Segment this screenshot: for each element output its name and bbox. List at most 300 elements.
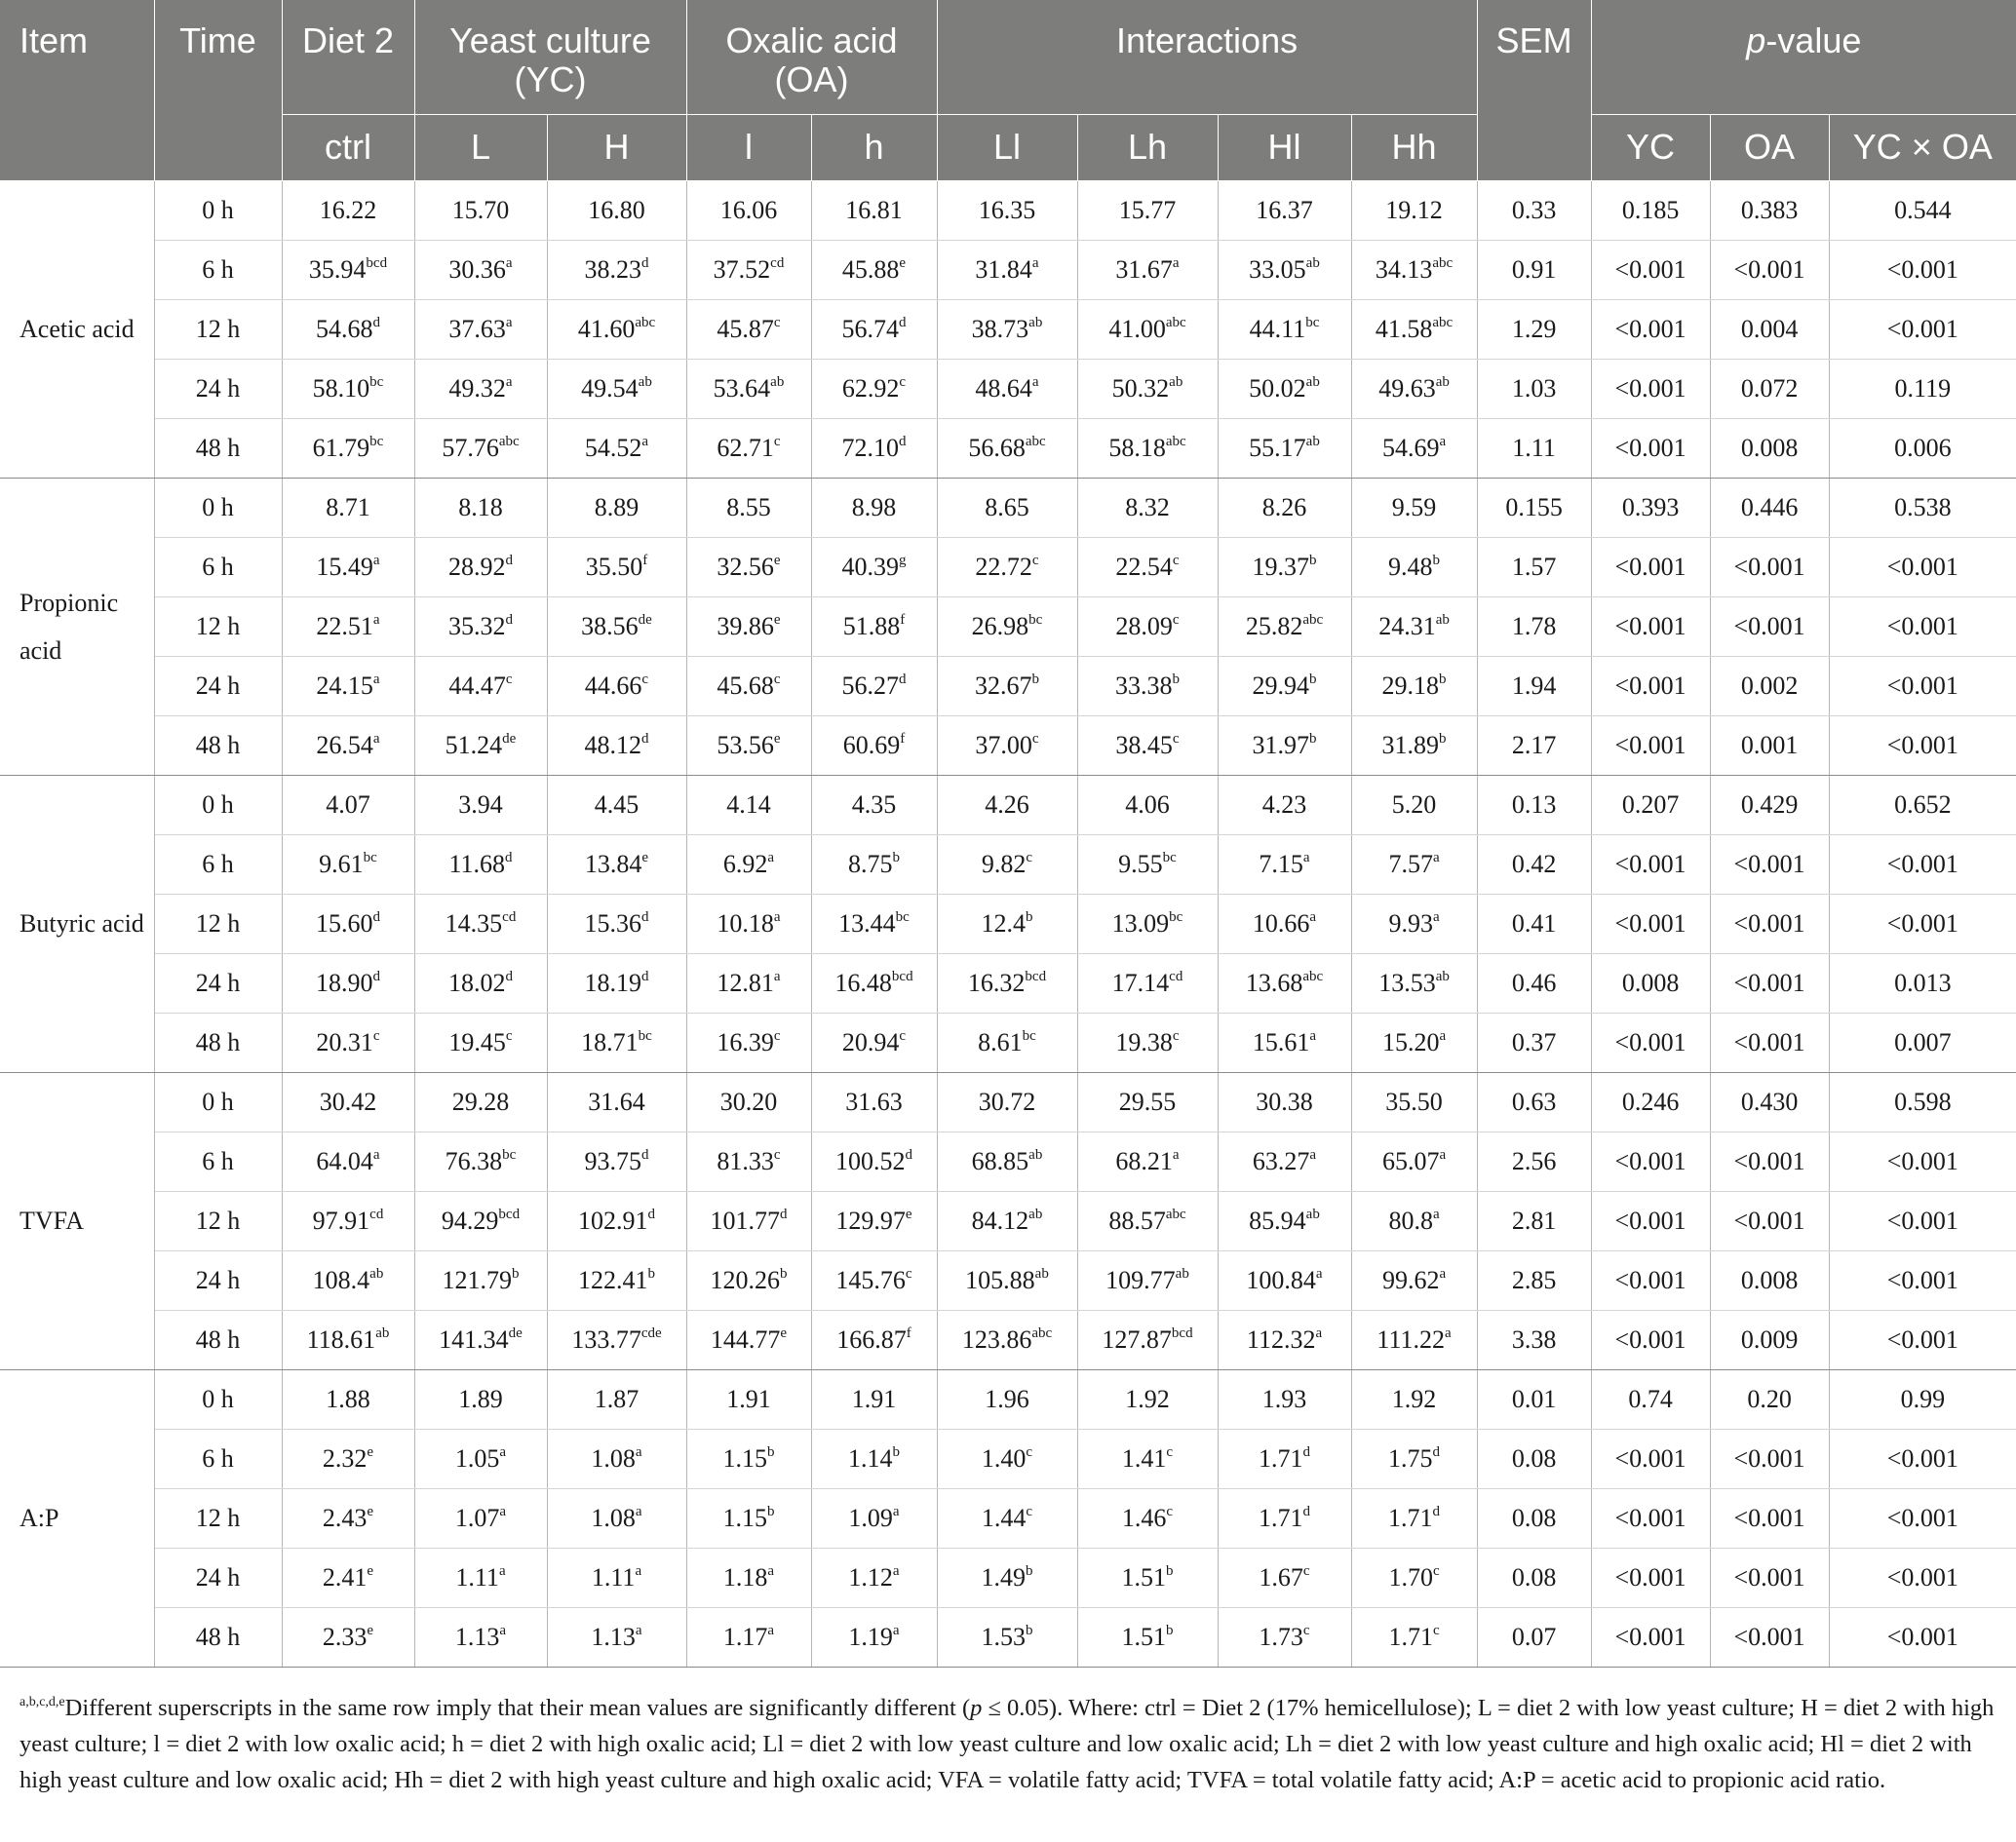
significance-superscript: bc (502, 1146, 517, 1163)
value-number: 1.75 (1388, 1443, 1433, 1473)
value-number: 16.39 (717, 1027, 774, 1056)
value-cell (1351, 299, 1477, 359)
value-cell (686, 1369, 811, 1429)
value-cell (811, 656, 937, 715)
value-number: 8.55 (726, 492, 771, 521)
p-value-cell: 0.544 (1829, 180, 2016, 240)
value-cell (1077, 478, 1218, 537)
value-cell (1218, 894, 1351, 953)
value-number: 112.32 (1246, 1324, 1316, 1354)
value-number: 9.82 (981, 849, 1027, 878)
value-cell (1077, 1132, 1218, 1191)
p-value-cell: <0.001 (1829, 1250, 2016, 1310)
significance-superscript: c (1172, 552, 1180, 568)
significance-superscript: abc (1432, 314, 1454, 330)
value-number: 1.92 (1125, 1384, 1170, 1413)
sem-cell: 0.63 (1477, 1072, 1591, 1132)
value-cell (1077, 715, 1218, 775)
significance-superscript: d (641, 254, 649, 271)
significance-superscript: e (367, 1503, 374, 1519)
significance-superscript: ab (375, 1324, 390, 1341)
value-number: 35.50 (1385, 1087, 1443, 1116)
value-number: 16.81 (845, 195, 903, 224)
value-cell (937, 299, 1077, 359)
significance-superscript: d (505, 611, 513, 628)
p-value-cell: <0.001 (1591, 537, 1710, 596)
significance-superscript: e (905, 1206, 912, 1222)
time-cell: 0 h (154, 1072, 282, 1132)
value-cell (547, 1013, 686, 1072)
value-cell (547, 418, 686, 478)
value-cell (937, 775, 1077, 834)
significance-superscript: b (1166, 1562, 1174, 1579)
value-number: 1.14 (848, 1443, 893, 1473)
value-number: 51.88 (842, 611, 901, 640)
significance-superscript: bcd (498, 1206, 521, 1222)
significance-superscript: bc (1305, 314, 1320, 330)
value-cell (547, 1607, 686, 1667)
value-number: 9.48 (1388, 552, 1433, 581)
significance-superscript: a (892, 1503, 900, 1519)
value-number: 111.22 (1376, 1324, 1445, 1354)
value-number: 56.68 (968, 433, 1026, 462)
value-cell (414, 715, 547, 775)
significance-superscript: d (641, 730, 649, 747)
p-value-cell: <0.001 (1829, 834, 2016, 894)
value-cell (414, 1310, 547, 1369)
significance-superscript: b (1432, 552, 1441, 568)
sem-cell: 0.33 (1477, 180, 1591, 240)
value-cell (1077, 418, 1218, 478)
p-value-cell: 0.598 (1829, 1072, 2016, 1132)
significance-superscript: bc (1169, 908, 1183, 925)
value-cell (811, 834, 937, 894)
value-cell (1077, 1191, 1218, 1250)
p-value-cell: <0.001 (1591, 299, 1710, 359)
value-cell (1351, 1310, 1477, 1369)
p-value-cell: <0.001 (1591, 1250, 1710, 1310)
value-number: 1.92 (1391, 1384, 1437, 1413)
value-number: 49.63 (1378, 373, 1436, 403)
significance-superscript: c (1166, 1443, 1174, 1460)
p-value-cell: <0.001 (1829, 299, 2016, 359)
value-cell (1077, 1072, 1218, 1132)
value-cell (414, 537, 547, 596)
header-p-value (1591, 0, 2016, 114)
p-value-cell: <0.001 (1591, 1013, 1710, 1072)
value-number: 4.07 (326, 789, 370, 819)
value-number: 2.33 (322, 1622, 368, 1651)
significance-superscript: bc (369, 373, 384, 390)
value-cell (937, 478, 1077, 537)
p-value-cell: 0.119 (1829, 359, 2016, 418)
subheader-row (0, 114, 2016, 180)
value-number: 141.34 (439, 1324, 509, 1354)
header-interactions: Interactions (937, 0, 1477, 114)
value-number: 24.31 (1378, 611, 1436, 640)
value-number: 102.91 (578, 1206, 648, 1235)
significance-superscript: b (892, 1443, 901, 1460)
table-row (0, 240, 2016, 299)
significance-superscript: a (1432, 1206, 1440, 1222)
subheader-cell: ctrl (282, 114, 414, 180)
significance-superscript: d (641, 1146, 649, 1163)
value-number: 24.15 (316, 671, 373, 700)
value-cell (937, 1310, 1077, 1369)
p-value-cell: <0.001 (1829, 894, 2016, 953)
sem-cell: 2.17 (1477, 715, 1591, 775)
p-value-cell: <0.001 (1710, 1548, 1829, 1607)
significance-superscript: c (1302, 1562, 1310, 1579)
value-number: 13.53 (1378, 968, 1436, 997)
table-row (0, 1072, 2016, 1132)
table-row (0, 715, 2016, 775)
value-cell (686, 418, 811, 478)
value-cell (937, 180, 1077, 240)
value-number: 35.94 (308, 254, 367, 284)
value-number: 68.21 (1115, 1146, 1173, 1175)
sem-cell: 0.13 (1477, 775, 1591, 834)
significance-superscript: b (647, 1265, 655, 1282)
value-number: 1.13 (591, 1622, 636, 1651)
significance-superscript: b (1309, 671, 1317, 687)
time-cell: 0 h (154, 775, 282, 834)
value-cell (1351, 596, 1477, 656)
footnote-p-symbol: p (970, 1695, 983, 1721)
value-cell (1077, 1429, 1218, 1488)
footnote-superscripts: a,b,c,d,e (19, 1695, 65, 1709)
significance-superscript: b (1309, 730, 1317, 747)
significance-superscript: de (508, 1324, 523, 1341)
value-cell (282, 1310, 414, 1369)
value-number: 129.97 (835, 1206, 906, 1235)
significance-superscript: a (1439, 1146, 1447, 1163)
value-cell (414, 299, 547, 359)
significance-superscript: a (773, 908, 781, 925)
significance-superscript: d (1432, 1503, 1441, 1519)
value-cell (811, 775, 937, 834)
p-value-cell: <0.001 (1591, 1429, 1710, 1488)
value-number: 1.53 (981, 1622, 1027, 1651)
value-cell (937, 1191, 1077, 1250)
subheader-cell: L (414, 114, 547, 180)
value-cell (686, 537, 811, 596)
value-number: 16.35 (978, 195, 1036, 224)
value-cell (1077, 1548, 1218, 1607)
value-cell (414, 478, 547, 537)
significance-superscript: ab (1028, 1146, 1043, 1163)
significance-superscript: bc (638, 1027, 652, 1044)
value-number: 1.71 (1388, 1503, 1433, 1532)
header-yeast-culture: Yeast culture (YC) (414, 0, 686, 114)
value-number: 50.02 (1249, 373, 1306, 403)
value-cell (547, 240, 686, 299)
value-number: 13.68 (1245, 968, 1303, 997)
significance-superscript: cd (369, 1206, 384, 1222)
significance-superscript: a (635, 1622, 642, 1638)
p-value-cell: 0.013 (1829, 953, 2016, 1013)
value-cell (811, 240, 937, 299)
value-cell (282, 656, 414, 715)
significance-superscript: b (1309, 552, 1317, 568)
value-number: 58.10 (312, 373, 370, 403)
value-number: 1.13 (454, 1622, 500, 1651)
significance-superscript: f (900, 730, 906, 747)
significance-superscript: ab (1028, 314, 1043, 330)
significance-superscript: c (899, 1027, 907, 1044)
value-cell (686, 953, 811, 1013)
p-value-cell: <0.001 (1591, 1191, 1710, 1250)
value-cell (1077, 1607, 1218, 1667)
value-cell (1351, 418, 1477, 478)
significance-superscript: d (905, 1146, 913, 1163)
item-label: Acetic acid (0, 180, 154, 478)
value-number: 16.32 (967, 968, 1026, 997)
value-cell (1077, 1013, 1218, 1072)
significance-superscript: a (767, 849, 775, 865)
significance-superscript: d (641, 908, 649, 925)
value-number: 35.50 (585, 552, 643, 581)
value-number: 18.90 (316, 968, 373, 997)
value-cell (547, 537, 686, 596)
value-cell (811, 1488, 937, 1548)
value-number: 30.42 (319, 1087, 377, 1116)
p-value-cell: <0.001 (1829, 596, 2016, 656)
significance-superscript: a (505, 254, 513, 271)
value-number: 63.27 (1252, 1146, 1310, 1175)
value-cell (547, 1488, 686, 1548)
value-number: 13.09 (1111, 908, 1170, 938)
footnote-text-start: Different superscripts in the same row imply that their mean values are significantly different ( (64, 1695, 971, 1721)
value-cell (937, 1132, 1077, 1191)
value-number: 16.06 (719, 195, 778, 224)
p-value-cell: <0.001 (1829, 1488, 2016, 1548)
significance-superscript: c (1026, 1443, 1033, 1460)
significance-superscript: ab (1175, 1265, 1189, 1282)
time-cell: 12 h (154, 1488, 282, 1548)
value-cell (1351, 1191, 1477, 1250)
significance-superscript: c (1172, 730, 1180, 747)
significance-superscript: a (1309, 1027, 1317, 1044)
sem-cell: 1.29 (1477, 299, 1591, 359)
p-value-cell: <0.001 (1591, 418, 1710, 478)
header-p-suffix: -value (1765, 20, 1862, 60)
time-cell: 0 h (154, 1369, 282, 1429)
value-number: 62.92 (841, 373, 900, 403)
value-number: 15.77 (1118, 195, 1177, 224)
value-cell (937, 1250, 1077, 1310)
time-cell: 12 h (154, 894, 282, 953)
significance-superscript: abc (1165, 314, 1186, 330)
value-number: 88.57 (1108, 1206, 1166, 1235)
significance-superscript: ab (770, 373, 785, 390)
item-label: A:P (0, 1369, 154, 1667)
p-value-cell: <0.001 (1829, 240, 2016, 299)
value-cell (811, 1191, 937, 1250)
value-number: 145.76 (835, 1265, 906, 1294)
value-number: 2.32 (322, 1443, 368, 1473)
value-number: 4.45 (594, 789, 640, 819)
significance-superscript: a (1444, 1324, 1452, 1341)
value-cell (547, 715, 686, 775)
value-cell (414, 834, 547, 894)
significance-superscript: c (1031, 552, 1039, 568)
sem-cell: 2.85 (1477, 1250, 1591, 1310)
value-number: 1.41 (1121, 1443, 1167, 1473)
significance-superscript: d (372, 908, 380, 925)
significance-superscript: abc (1165, 433, 1186, 449)
table-row (0, 834, 2016, 894)
table-row (0, 418, 2016, 478)
significance-superscript: c (1172, 1027, 1180, 1044)
sem-cell: 2.56 (1477, 1132, 1591, 1191)
value-number: 15.60 (316, 908, 373, 938)
value-number: 19.45 (448, 1027, 506, 1056)
value-cell (1218, 1013, 1351, 1072)
significance-superscript: de (502, 730, 517, 747)
time-cell: 48 h (154, 1310, 282, 1369)
value-cell (686, 1429, 811, 1488)
time-cell: 24 h (154, 1548, 282, 1607)
value-number: 20.31 (316, 1027, 373, 1056)
significance-superscript: f (900, 611, 906, 628)
significance-superscript: bc (369, 433, 384, 449)
significance-superscript: bcd (891, 968, 913, 984)
sem-cell: 0.08 (1477, 1488, 1591, 1548)
significance-superscript: a (372, 730, 380, 747)
significance-superscript: c (899, 373, 907, 390)
significance-superscript: a (1439, 1265, 1447, 1282)
value-number: 9.55 (1118, 849, 1163, 878)
value-number: 53.64 (713, 373, 771, 403)
value-number: 8.98 (851, 492, 897, 521)
significance-superscript: d (899, 433, 907, 449)
table-row (0, 1369, 2016, 1429)
significance-superscript: ab (1305, 1206, 1320, 1222)
significance-superscript: c (505, 671, 513, 687)
value-cell (937, 953, 1077, 1013)
time-cell: 0 h (154, 478, 282, 537)
value-number: 45.88 (841, 254, 900, 284)
significance-superscript: c (1031, 730, 1039, 747)
value-number: 33.05 (1249, 254, 1306, 284)
value-cell (686, 894, 811, 953)
value-cell (282, 1191, 414, 1250)
value-number: 38.56 (581, 611, 639, 640)
value-number: 1.49 (981, 1562, 1027, 1592)
time-cell: 48 h (154, 1013, 282, 1072)
value-cell (811, 1369, 937, 1429)
value-cell (686, 180, 811, 240)
value-number: 122.41 (578, 1265, 648, 1294)
value-cell (1218, 478, 1351, 537)
value-number: 1.18 (722, 1562, 768, 1592)
value-number: 18.71 (581, 1027, 639, 1056)
value-number: 20.94 (841, 1027, 900, 1056)
value-number: 1.51 (1121, 1622, 1167, 1651)
value-number: 29.94 (1252, 671, 1310, 700)
value-cell (686, 1072, 811, 1132)
value-cell (1351, 537, 1477, 596)
significance-superscript: d (372, 314, 380, 330)
value-number: 25.82 (1245, 611, 1303, 640)
p-value-cell: <0.001 (1829, 715, 2016, 775)
value-number: 1.17 (722, 1622, 768, 1651)
significance-superscript: g (899, 552, 907, 568)
value-number: 60.69 (842, 730, 901, 759)
value-number: 1.91 (726, 1384, 771, 1413)
value-cell (547, 299, 686, 359)
value-cell (686, 656, 811, 715)
value-cell (1218, 1369, 1351, 1429)
value-cell (1351, 894, 1477, 953)
value-cell (1351, 834, 1477, 894)
table-row (0, 1607, 2016, 1667)
significance-superscript: a (1302, 849, 1310, 865)
p-value-cell: <0.001 (1710, 1488, 1829, 1548)
value-cell (1218, 1250, 1351, 1310)
value-cell (414, 1013, 547, 1072)
sem-cell: 0.01 (1477, 1369, 1591, 1429)
value-cell (547, 1369, 686, 1429)
table-row (0, 596, 2016, 656)
value-number: 2.41 (322, 1562, 368, 1592)
value-cell (937, 715, 1077, 775)
significance-superscript: a (1439, 433, 1447, 449)
table-body (0, 180, 2016, 1667)
value-number: 105.88 (965, 1265, 1035, 1294)
significance-superscript: ab (1305, 373, 1320, 390)
p-value-cell: <0.001 (1710, 596, 1829, 656)
value-number: 1.73 (1259, 1622, 1303, 1651)
value-cell (282, 1369, 414, 1429)
p-value-cell: <0.001 (1710, 240, 1829, 299)
value-number: 11.68 (448, 849, 506, 878)
value-cell (937, 596, 1077, 656)
value-cell (282, 775, 414, 834)
significance-superscript: a (1432, 908, 1440, 925)
significance-superscript: a (1432, 849, 1440, 865)
value-number: 1.88 (326, 1384, 370, 1413)
value-number: 4.23 (1261, 789, 1307, 819)
value-cell (811, 537, 937, 596)
time-cell: 48 h (154, 418, 282, 478)
value-cell (282, 834, 414, 894)
value-number: 1.12 (848, 1562, 893, 1592)
value-cell (547, 1191, 686, 1250)
value-number: 1.96 (985, 1384, 1029, 1413)
value-cell (1351, 1132, 1477, 1191)
significance-superscript: a (505, 314, 513, 330)
significance-superscript: e (641, 849, 649, 865)
p-value-cell: 0.383 (1710, 180, 1829, 240)
value-number: 55.17 (1249, 433, 1306, 462)
significance-superscript: a (499, 1443, 507, 1460)
significance-superscript: a (641, 433, 649, 449)
significance-superscript: d (899, 314, 907, 330)
value-cell (1351, 1548, 1477, 1607)
p-value-cell: <0.001 (1710, 1191, 1829, 1250)
value-number: 76.38 (445, 1146, 503, 1175)
value-number: 8.18 (458, 492, 503, 521)
value-number: 22.72 (975, 552, 1032, 581)
value-cell (282, 1429, 414, 1488)
significance-superscript: d (899, 671, 907, 687)
table-row (0, 656, 2016, 715)
header-diet: Diet 2 (282, 0, 414, 114)
value-cell (811, 478, 937, 537)
value-number: 40.39 (841, 552, 900, 581)
